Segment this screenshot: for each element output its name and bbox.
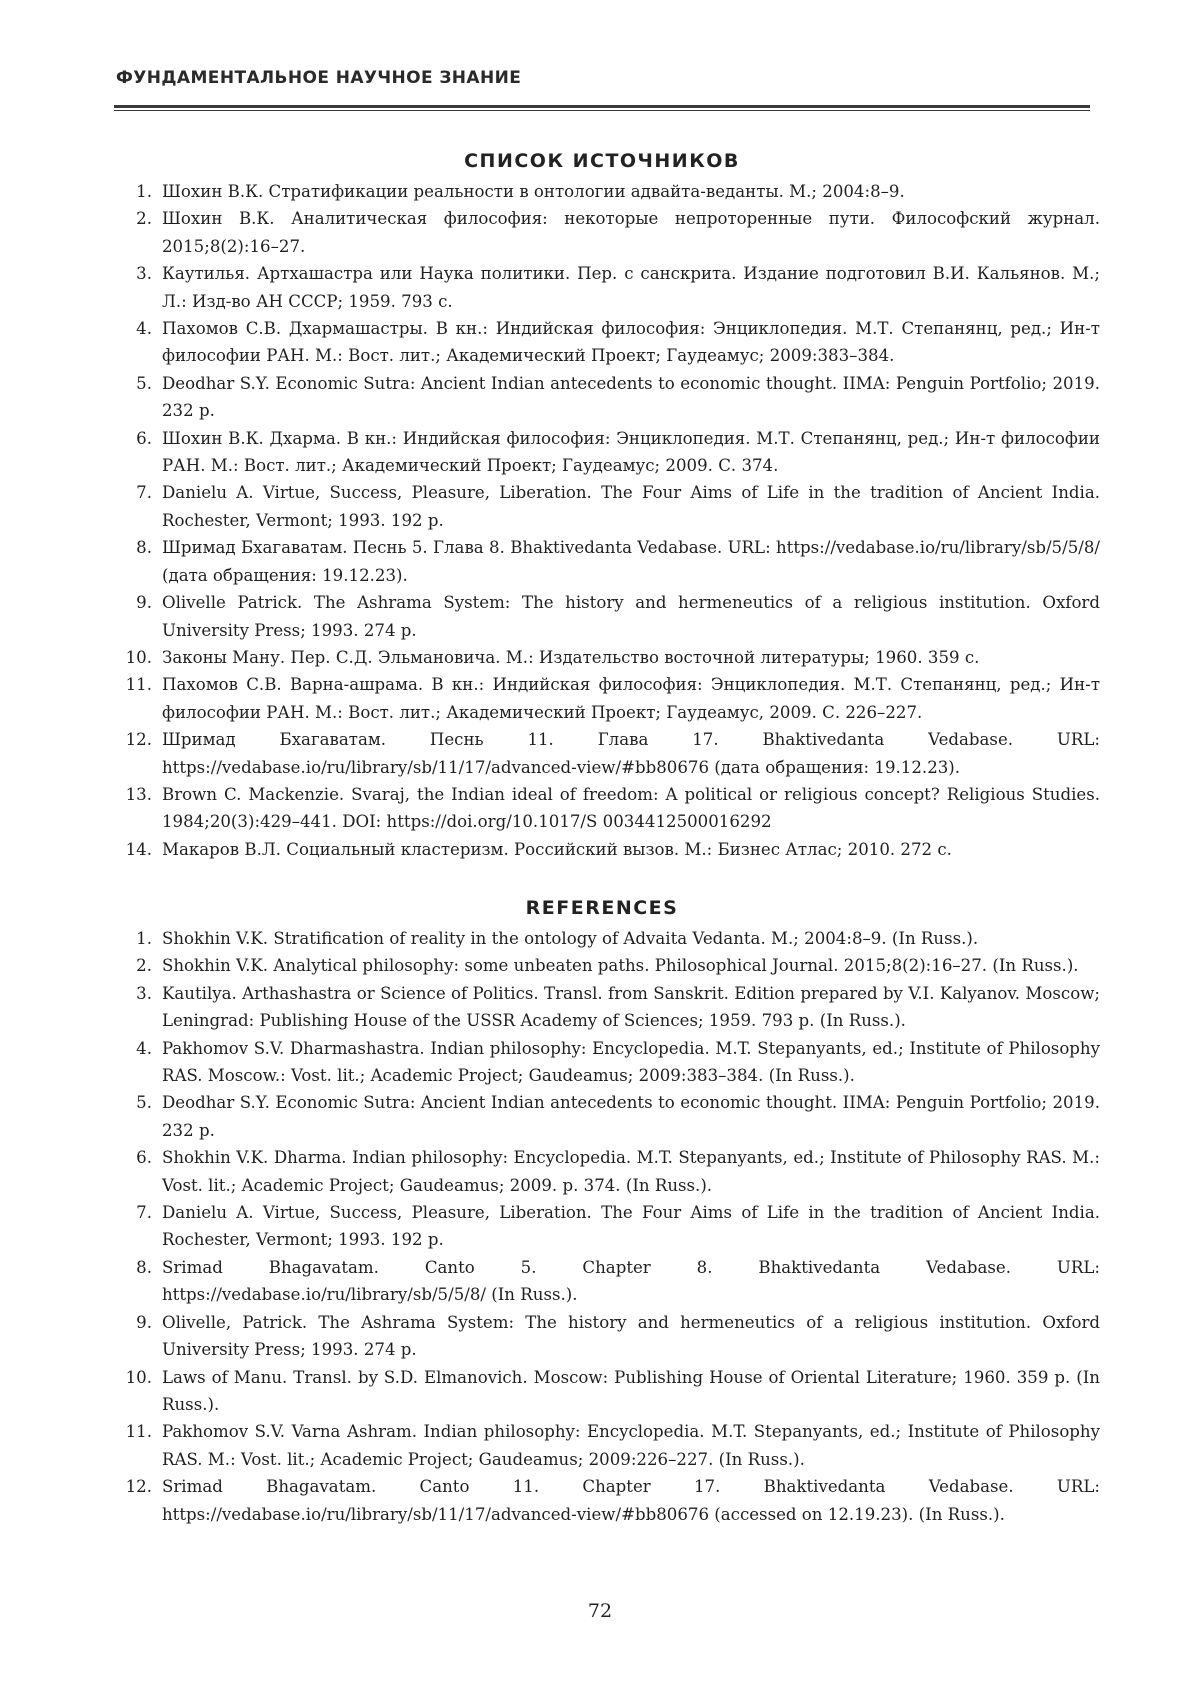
reference-number: 3. <box>136 264 152 284</box>
reference-item <box>120 644 1100 671</box>
sources-heading: СПИСОК ИСТОЧНИКОВ <box>464 150 740 172</box>
reference-number: 14. <box>125 839 152 859</box>
reference-number: 12. <box>125 1477 152 1497</box>
reference-number: 2. <box>136 956 152 976</box>
reference-item <box>120 589 1100 644</box>
reference-text: Шримад Бхагаватам. Песнь 11. Глава 17. Bhaktivedanta Vedabase. URL: https://vedabase.io/ru/library/sb/11/17/advanced-view/#bb80676 (дата обращения: 19.12.23). <box>162 730 1100 777</box>
header-rule-thin <box>114 110 1090 111</box>
reference-number: 11. <box>125 1422 152 1442</box>
page-number: 72 <box>587 1600 613 1622</box>
reference-text: Пахомов С.В. Дхармашастры. В кн.: Индийская философия: Энциклопедия. М.Т. Степанянц, ред.; Ин-т философии РАН. М.: Вост. лит.; Академический Проект; Гаудеамус; 2009:383–384. <box>162 319 1100 366</box>
reference-number: 10. <box>125 1367 152 1387</box>
reference-number: 9. <box>136 593 152 613</box>
reference-item <box>120 1309 1100 1364</box>
reference-item <box>120 205 1100 260</box>
reference-number: 7. <box>136 1203 152 1223</box>
reference-text: Pakhomov S.V. Dharmashastra. Indian philosophy: Encyclopedia. M.T. Stepanyants, ed.; Institute of Philosophy RAS. Moscow.: Vost. lit.; Academic Project; Gaudeamus; 2009:383–384. (In Russ.). <box>162 1038 1100 1086</box>
reference-number: 9. <box>136 1312 152 1332</box>
reference-item <box>120 1254 1100 1309</box>
reference-item <box>120 980 1100 1035</box>
reference-item <box>120 726 1100 781</box>
reference-item <box>120 1089 1100 1144</box>
reference-number: 6. <box>136 1148 152 1168</box>
reference-text: Шримад Бхагаватам. Песнь 5. Глава 8. Bhaktivedanta Vedabase. URL: https://vedabase.io/ru/library/sb/5/5/8/ (дата обращения: 19.12.23). <box>162 538 1100 585</box>
reference-text: Srimad Bhagavatam. Canto 5. Chapter 8. Bhaktivedanta Vedabase. URL: https://vedabase.io/ru/library/sb/5/5/8/ (In Russ.). <box>162 1257 1100 1305</box>
reference-text: Olivelle, Patrick. The Ashrama System: The history and hermeneutics of a religious institution. Oxford University Press; 1993. 274 p. <box>162 1312 1100 1360</box>
reference-text: Шохин В.К. Дхарма. В кн.: Индийская философия: Энциклопедия. М.Т. Степанянц, ред.; Ин-т философии РАН. М.: Вост. лит.; Академический Проект; Гаудеамус; 2009. С. 374. <box>162 428 1100 476</box>
reference-text: Deodhar S.Y. Economic Sutra: Ancient Indian antecedents to economic thought. IIMA: Penguin Portfolio; 2019. 232 p. <box>162 1093 1100 1140</box>
reference-number: 8. <box>136 1257 152 1277</box>
reference-text: Kautilya. Arthashastra or Science of Politics. Transl. from Sanskrit. Edition prepared by V.I. Kalyanov. Moscow; Leningrad: Publishing House of the USSR Academy of Sciences; 1959. 793 p. (In Russ.). <box>162 983 1100 1031</box>
reference-number: 5. <box>136 1093 152 1113</box>
reference-item <box>120 260 1100 315</box>
reference-text: Brown C. Mackenzie. Svaraj, the Indian ideal of freedom: A political or religious concept? Religious Studies. 1984;20(3):429–441. DOI: https://doi.org/10.1017/S 0034412500016292 <box>162 784 1100 832</box>
reference-item <box>120 1364 1100 1419</box>
reference-text: Каутилья. Артхашастра или Наука политики. Пер. с санскрита. Издание подготовил В.И. Кальянов. М.; Л.: Изд-во АН СССР; 1959. 793 с. <box>162 264 1100 311</box>
reference-number: 2. <box>136 209 152 229</box>
reference-text: Deodhar S.Y. Economic Sutra: Ancient Indian antecedents to economic thought. IIMA: Penguin Portfolio; 2019. 232 p. <box>162 373 1100 421</box>
reference-item <box>120 534 1100 589</box>
reference-item <box>120 952 1100 979</box>
reference-item <box>120 178 1100 205</box>
reference-item <box>120 836 1100 863</box>
reference-item <box>120 1473 1100 1528</box>
reference-item <box>120 370 1100 425</box>
reference-text: Olivelle Patrick. The Ashrama System: The history and hermeneutics of a religious institution. Oxford University Press; 1993. 274 p. <box>162 593 1100 640</box>
reference-number: 3. <box>136 983 152 1003</box>
reference-text: Shokhin V.K. Analytical philosophy: some unbeaten paths. Philosophical Journal. 2015;8(2):16–27. (In Russ.). <box>162 956 1079 976</box>
reference-number: 7. <box>136 483 152 503</box>
reference-number: 1. <box>136 182 152 201</box>
header-rule <box>114 105 1090 108</box>
reference-item <box>120 315 1100 370</box>
reference-item <box>120 925 1100 952</box>
reference-text: Шохин В.К. Стратификации реальности в онтологии адвайта-веданты. М.; 2004:8–9. <box>162 182 905 201</box>
sources-list <box>120 178 1100 863</box>
reference-item <box>120 671 1100 726</box>
reference-text: Srimad Bhagavatam. Canto 11. Chapter 17. Bhaktivedanta Vedabase. URL: https://vedabase.io/ru/library/sb/11/17/advanced-view/#bb80676 (accessed on 12.19.23). (In Russ.). <box>162 1477 1100 1524</box>
reference-number: 11. <box>125 675 152 695</box>
references-list <box>120 925 1100 1528</box>
reference-number: 5. <box>136 373 152 393</box>
reference-number: 4. <box>136 319 152 339</box>
reference-text: Шохин В.К. Аналитическая философия: некоторые непроторенные пути. Философский журнал. 2015;8(2):16–27. <box>162 209 1100 256</box>
reference-text: Пахомов С.В. Варна-ашрама. В кн.: Индийская философия: Энциклопедия. М.Т. Степанянц, ред.; Ин-т философии РАН. М.: Вост. лит.; Академический Проект; Гаудеамус, 2009. С. 226–227. <box>162 675 1100 722</box>
reference-item <box>120 1144 1100 1199</box>
reference-number: 6. <box>136 428 152 448</box>
reference-item <box>120 1199 1100 1254</box>
reference-text: Макаров В.Л. Социальный кластеризм. Российский вызов. М.: Бизнес Атлас; 2010. 272 с. <box>162 839 952 859</box>
reference-number: 1. <box>136 929 152 948</box>
reference-item <box>120 781 1100 836</box>
reference-text: Shokhin V.K. Dharma. Indian philosophy: Encyclopedia. M.T. Stepanyants, ed.; Institute of Philosophy RAS. M.: Vost. lit.; Academic Project; Gaudeamus; 2009. p. 374. (In Russ.). <box>162 1148 1100 1195</box>
reference-number: 13. <box>125 784 152 804</box>
reference-text: Shokhin V.K. Stratification of reality in the ontology of Advaita Vedanta. M.; 2004:8–9. (In Russ.). <box>162 929 979 948</box>
reference-number: 8. <box>136 538 152 558</box>
reference-number: 10. <box>125 647 152 667</box>
reference-text: Laws of Manu. Transl. by S.D. Elmanovich. Moscow: Publishing House of Oriental Literature; 1960. 359 p. (In Russ.). <box>162 1367 1100 1414</box>
references-heading: REFERENCES <box>525 897 679 919</box>
reference-item <box>120 425 1100 480</box>
reference-text: Pakhomov S.V. Varna Ashram. Indian philosophy: Encyclopedia. M.T. Stepanyants, ed.; Institute of Philosophy RAS. M.: Vost. lit.; Academic Project; Gaudeamus; 2009:226–227. (In Russ.). <box>162 1422 1100 1469</box>
reference-text: Danielu A. Virtue, Success, Pleasure, Liberation. The Four Aims of Life in the tradition of Ancient India. Rochester, Vermont; 1993. 192 p. <box>162 483 1100 530</box>
reference-text: Danielu A. Virtue, Success, Pleasure, Liberation. The Four Aims of Life in the tradition of Ancient India. Rochester, Vermont; 1993. 192 p. <box>162 1203 1100 1250</box>
reference-text: Законы Ману. Пер. С.Д. Эльмановича. М.: Издательство восточной литературы; 1960. 359 с. <box>162 647 980 667</box>
running-header: ФУНДАМЕНТАЛЬНОЕ НАУЧНОЕ ЗНАНИЕ <box>116 68 522 88</box>
reference-number: 4. <box>136 1038 152 1058</box>
reference-number: 12. <box>125 730 152 750</box>
reference-item <box>120 479 1100 534</box>
reference-item <box>120 1035 1100 1090</box>
reference-item <box>120 1418 1100 1473</box>
